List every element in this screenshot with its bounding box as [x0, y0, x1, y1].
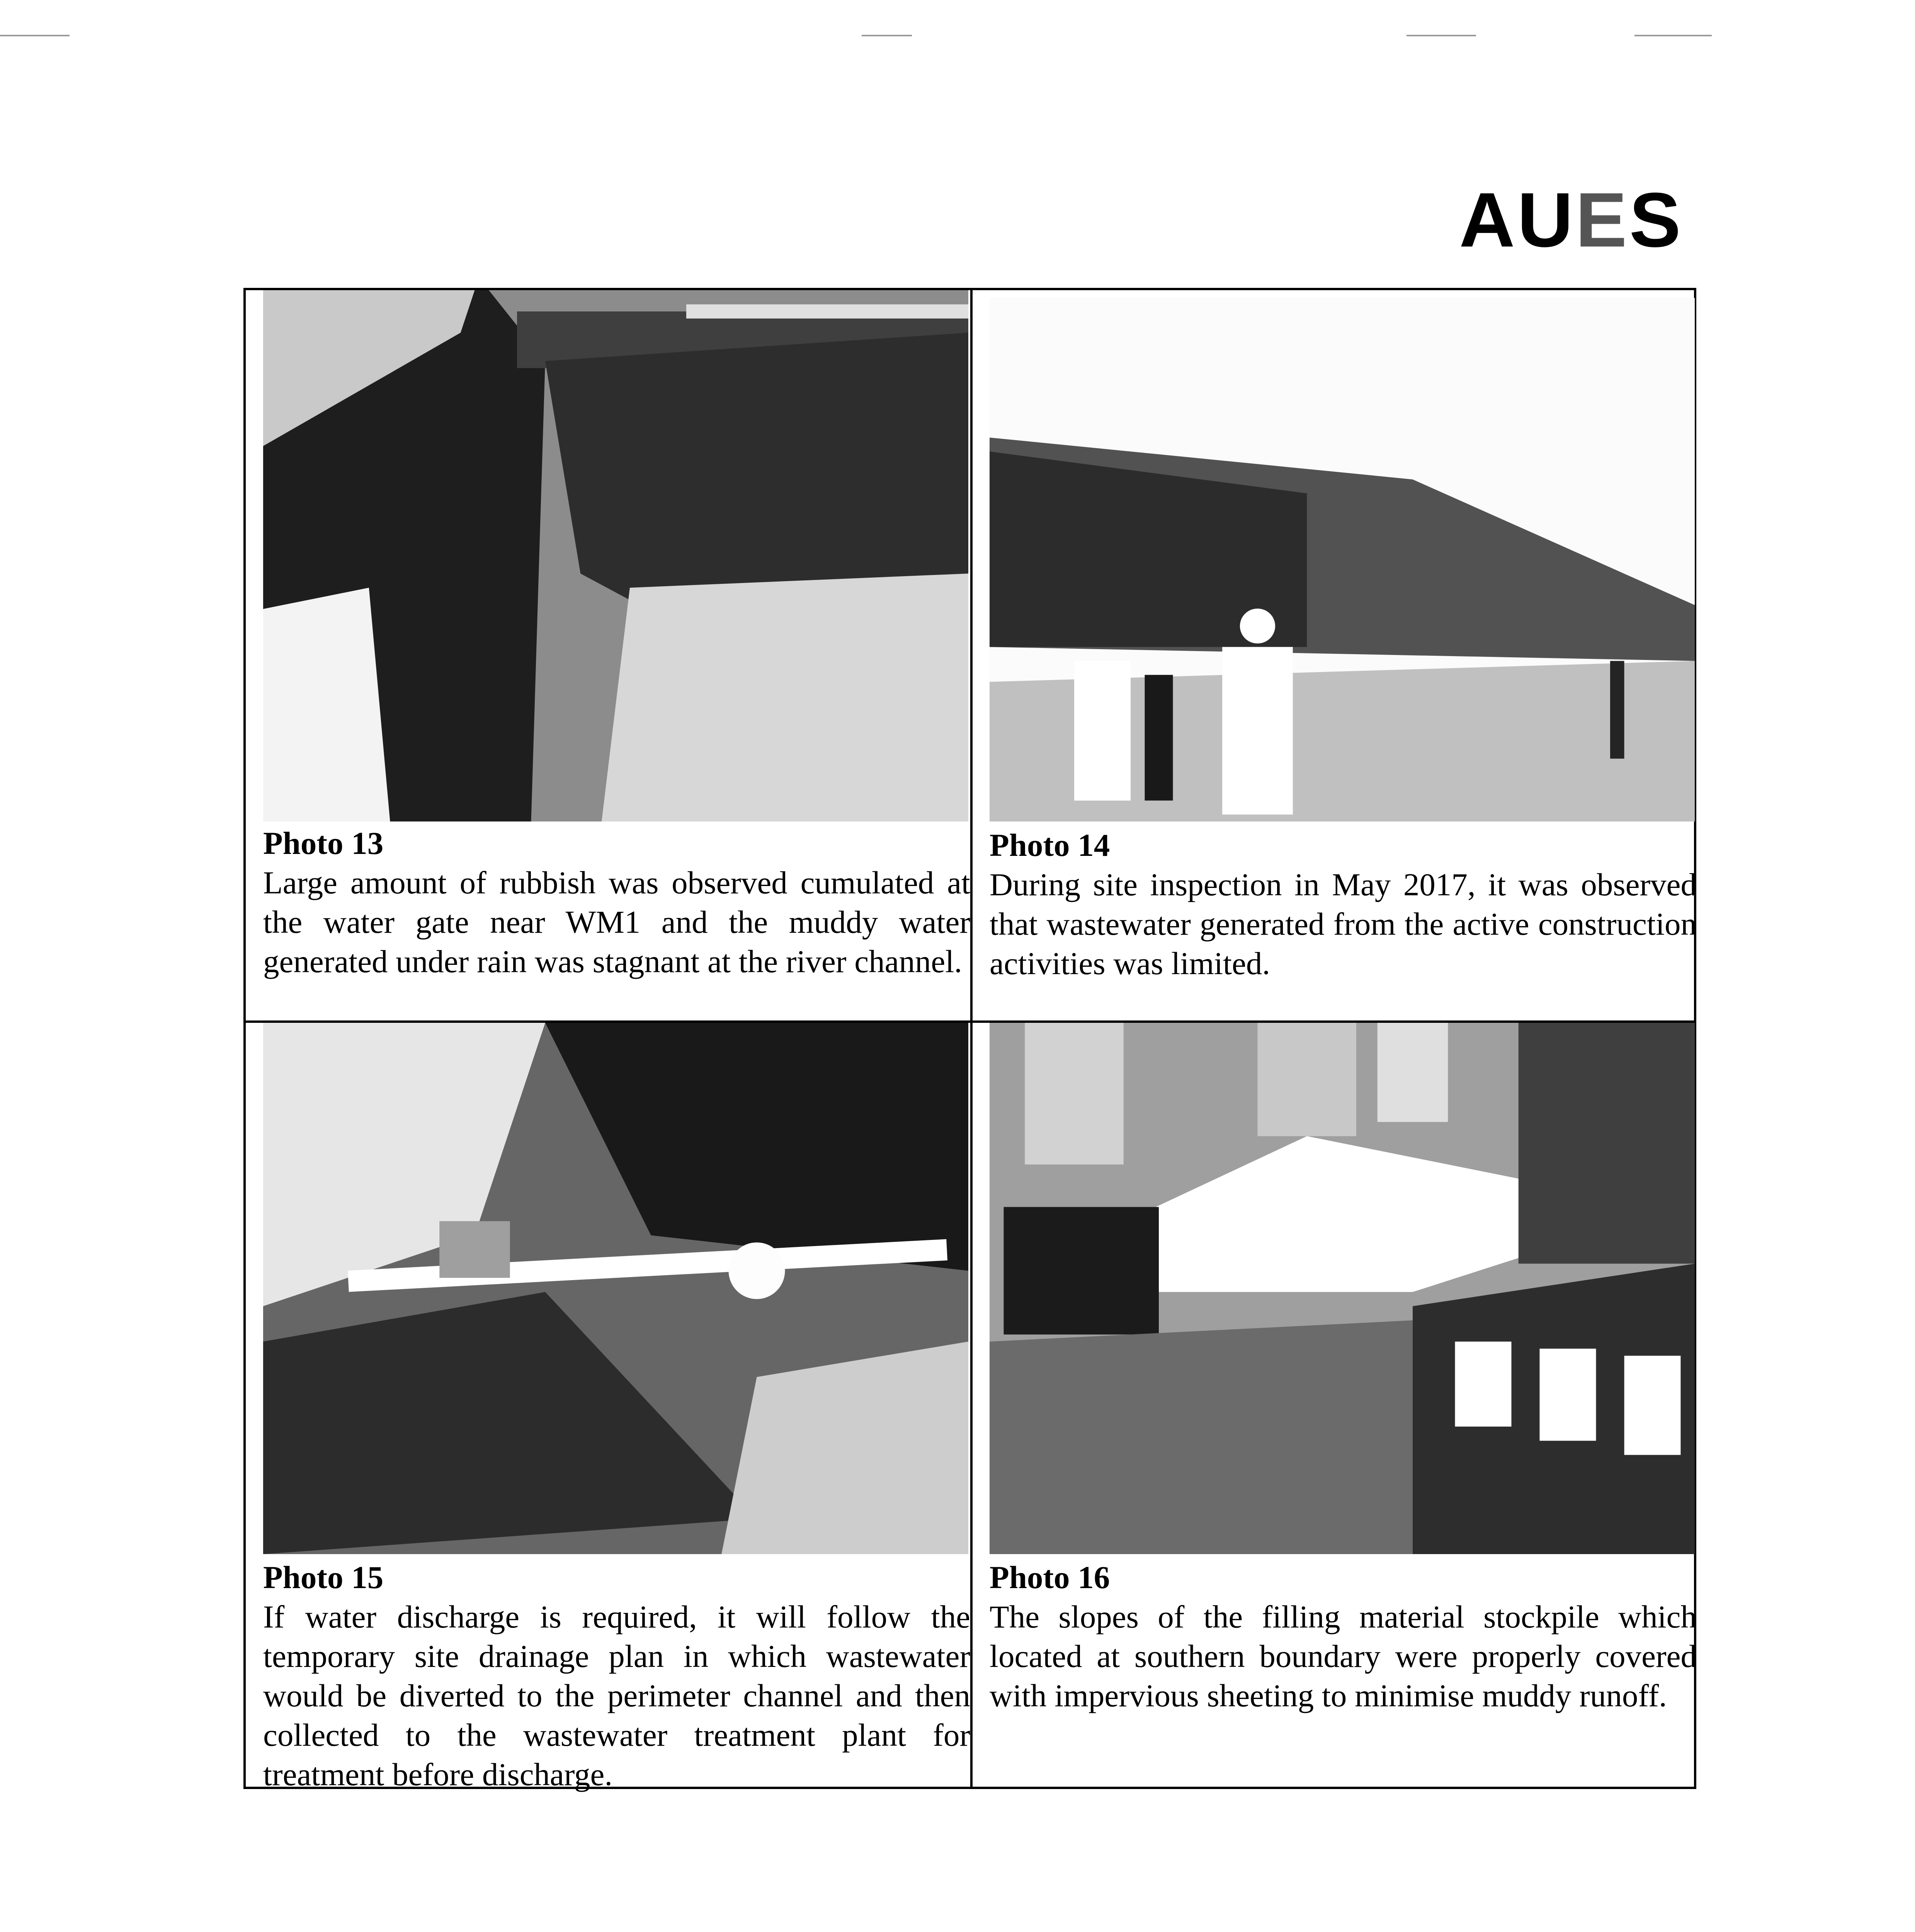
photo-15-image — [263, 1023, 968, 1554]
scan-mark — [0, 35, 70, 36]
photo-16-title: Photo 16 — [990, 1560, 1110, 1595]
photo-14-text: During site inspection in May 2017, it was observed that wastewater generated from the active construction activities was limited. — [990, 867, 1697, 981]
photo-15-text: If water discharge is required, it will follow the temporary site drainage plan in which wastewater would be diverted to the perimeter channel and then collected to the wastewater treatment plant for treatment before discharge. — [263, 1599, 970, 1792]
scan-mark — [862, 35, 912, 36]
photo-13-caption — [263, 823, 970, 981]
photo-13-title: Photo 13 — [263, 825, 384, 861]
photo-15-caption — [263, 1558, 970, 1794]
scan-mark — [1406, 35, 1476, 36]
photo-table — [243, 288, 1697, 1792]
photo-16-image — [990, 1023, 1695, 1554]
photo-14-image — [990, 298, 1695, 821]
photo-16-caption — [990, 1558, 1697, 1715]
photo-13-image — [263, 290, 968, 821]
photo-14-caption — [990, 825, 1697, 983]
photo-14-title: Photo 14 — [990, 827, 1110, 863]
scan-mark — [1634, 35, 1712, 36]
aues-logo: AUES — [1459, 177, 1683, 263]
table-divider-vertical — [970, 290, 973, 1787]
photo-13-text: Large amount of rubbish was observed cumulated at the water gate near WM1 and the muddy water generated under rain was stagnant at the river channel. — [263, 865, 970, 979]
photo-15-title: Photo 15 — [263, 1560, 384, 1595]
photo-16-text: The slopes of the filling material stockpile which located at southern boundary were properly covered with impervious sheeting to minimise muddy runoff. — [990, 1599, 1697, 1713]
